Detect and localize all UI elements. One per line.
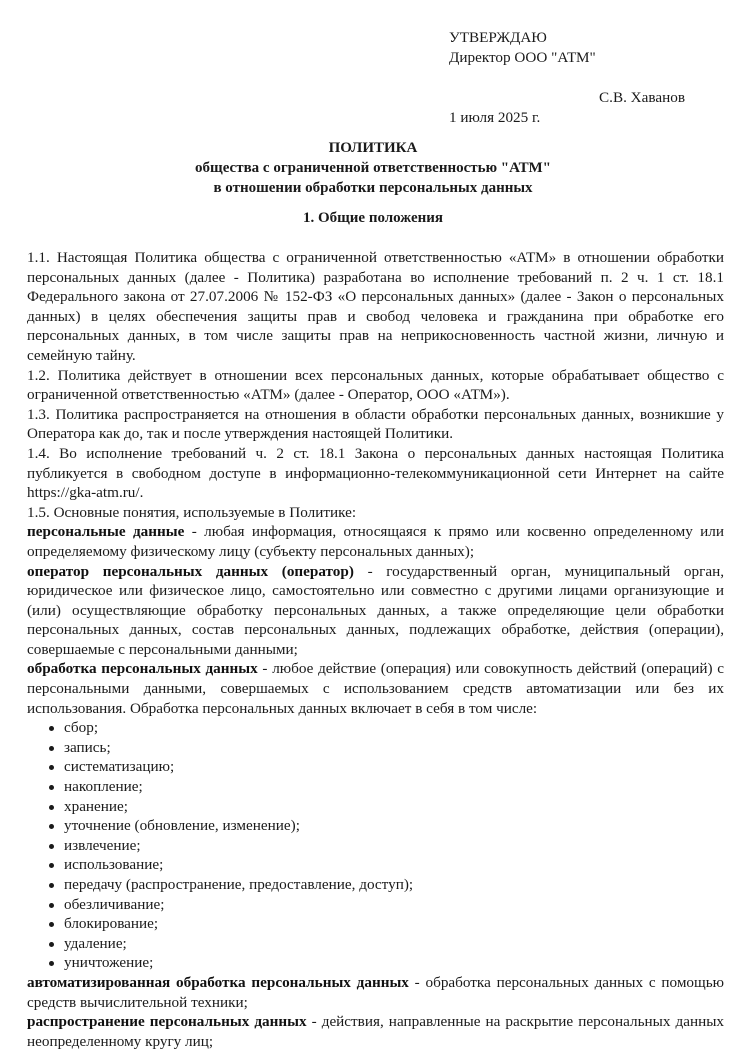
list-item: хранение;	[49, 797, 724, 817]
definition-item	[27, 562, 724, 660]
document-body	[27, 248, 724, 1051]
operations-list	[27, 718, 724, 973]
list-item: систематизацию;	[49, 757, 724, 777]
paragraph-1-4: 1.4. Во исполнение требований ч. 2 ст. 18.1 Закона о персональных данных настоящая Политика публикуется в свободном доступе в информационно-телекоммуникационной сети Интернет на сайте https://gka-atm.ru/.	[27, 444, 724, 502]
definition-text: - действия, направленные на раскрытие персональных данных неопределенному кругу лиц;	[27, 1013, 724, 1050]
list-item: обезличивание;	[49, 895, 724, 915]
paragraph-1-2: 1.2. Политика действует в отношении всех персональных данных, которые обрабатывает общество с ограниченной ответственностью «АТМ» (далее - Оператор, ООО «АТМ»).	[27, 366, 724, 404]
list-item: запись;	[49, 738, 724, 758]
director-position: Директор ООО "АТМ"	[449, 49, 596, 66]
paragraph-1-3: 1.3. Политика распространяется на отношения в области обработки персональных данных, возникшие у Оператора как до, так и после утверждения настоящей Политики.	[27, 405, 724, 443]
list-item: уточнение (обновление, изменение);	[49, 816, 724, 836]
approval-block	[449, 28, 719, 128]
signatory-name: С.В. Хаванов	[599, 89, 685, 106]
paragraph-1-5: 1.5. Основные понятия, используемые в Политике:	[27, 503, 357, 521]
definition-term: обработка персональных данных	[27, 660, 258, 678]
title-line-3: в отношении обработки персональных данных	[213, 180, 533, 196]
section-heading: 1. Общие положения	[302, 210, 444, 226]
list-item: блокирование;	[49, 914, 724, 934]
definition-term: персональные данные	[27, 523, 185, 541]
approve-label: УТВЕРЖДАЮ	[449, 29, 547, 46]
definition-item	[27, 522, 724, 561]
document-title	[0, 138, 746, 198]
title-line-2: общества с ограниченной ответственностью "АТМ"	[195, 160, 551, 176]
definition-item	[27, 1012, 724, 1051]
list-item: уничтожение;	[49, 953, 724, 973]
approval-date: 1 июля 2025 г.	[449, 109, 541, 126]
list-item: сбор;	[49, 718, 724, 738]
list-item: накопление;	[49, 777, 724, 797]
definition-text: - государственный орган, муниципальный орган, юридическое или физическое лицо, самостоятельно или совместно с другими лицами организующие и (или) осуществляющие обработку персональных данных, а также определяющие цели обработки персональных данных, состав персональных данных, подлежащих обработке, действия (операции), совершаемые с персональными данными;	[27, 562, 724, 658]
definition-text: - любая информация, относящаяся к прямо или косвенно определенному или определяемому физическому лицу (субъекту персональных данных);	[27, 523, 725, 560]
list-item: использование;	[49, 855, 724, 875]
title-line-1: ПОЛИТИКА	[328, 140, 418, 156]
definition-term: распространение персональных данных	[27, 1013, 307, 1031]
definition-term: оператор персональных данных (оператор)	[27, 562, 354, 580]
paragraph-1-1: 1.1. Настоящая Политика общества с ограниченной ответственностью «АТМ» в отношении обработки персональных данных (далее - Политика) разработана во исполнение требований п. 2 ч. 1 ст. 18.1 Федерального закона от 27.07.2006 № 152-ФЗ «О персональных данных» (далее - Закон о персональных данных) в целях обеспечения защиты прав и свобод человека и гражданина при обработке его персональных данных, в том числе защиты прав на неприкосновенность частной жизни, личную и семейную тайну.	[27, 249, 724, 364]
list-item: передачу (распространение, предоставление, доступ);	[49, 875, 724, 895]
definition-text: - обработка персональных данных с помощью средств вычислительной техники;	[27, 973, 724, 1011]
definition-text: - любое действие (операция) или совокупность действий (операций) с персональными данными, совершаемых с использованием средств автоматизации или без их использования. Обработка персональных данных включает в себя в том числе:	[27, 660, 725, 717]
definition-item	[27, 973, 724, 1012]
list-item: извлечение;	[49, 836, 724, 856]
definition-item	[27, 659, 724, 718]
list-item: удаление;	[49, 934, 724, 954]
definition-term: автоматизированная обработка персональных данных	[27, 973, 409, 991]
